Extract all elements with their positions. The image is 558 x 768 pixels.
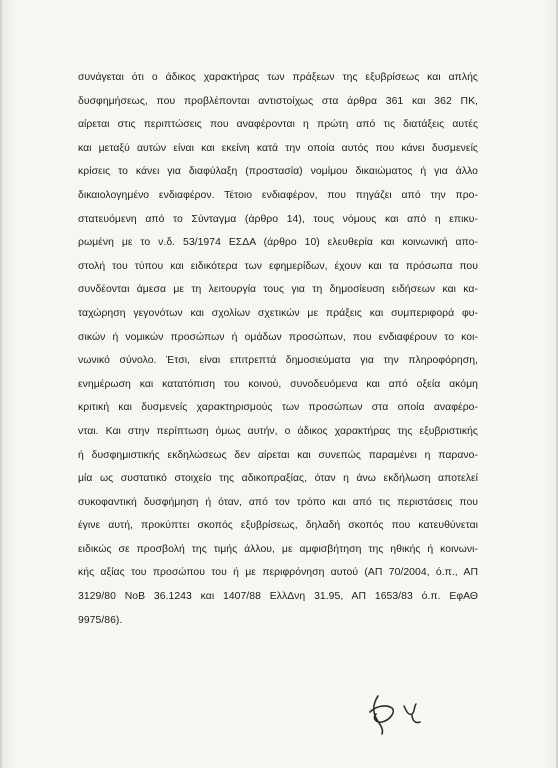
text-line: 9975/86).	[78, 614, 123, 626]
left-scan-edge	[0, 0, 2, 768]
text-line: μία ως συστατικό στοιχείο της αδικοπραξίας, όταν η άνω εκδήλωση αποτελεί	[78, 473, 478, 485]
text-line: ενημέρωση και κατατόπιση του κοινού, συνοδευόμενα και από οξεία ακόμη	[78, 378, 478, 390]
text-line: έγινε αυτή, προκύπτει σκοπός εξυβρίσεως, δηλαδή σκοπός που κατευθύνεται	[78, 520, 478, 532]
text-line: και μεταξύ αυτών είναι και εκείνη κατά την οποία αυτός που κάνει δυσμενείς	[78, 142, 478, 154]
text-line: συνδέονται άμεσα με τη λειτουργία τους για τη δημοσίευση ειδήσεων και κα-	[78, 284, 478, 296]
text-line: νωνικό σύνολο. Έτσι, είναι επιτρεπτά δημοσιεύματα για την πληροφόρηση,	[78, 355, 478, 367]
text-line: κρίσεις το κάνει για διαφύλαξη (προστασία) νομίμου δικαιώματος ή για άλλο	[78, 166, 478, 178]
text-line: συκοφαντική δυσφήμηση ή όταν, από τον τρόπο και από τις περιστάσεις που	[78, 496, 478, 508]
text-line: δυσφημήσεως, που προβλέπονται αντιστοίχως στα άρθρα 361 και 362 ΠΚ,	[78, 95, 478, 107]
text-line: 3129/80 ΝοΒ 36.1243 και 1407/88 ΕλλΔνη 31.95, ΑΠ 1653/83 ό.π. ΕφΑΘ	[78, 591, 478, 603]
text-line: κριτική και δυσμενείς χαρακτηρισμούς των προσώπων στα οποία αναφέρο-	[78, 402, 478, 414]
text-line: συνάγεται ότι ο άδικος χαρακτήρας των πράξεων της εξυβρίσεως και απλής	[78, 72, 478, 83]
text-line: στολή του τύπου και ειδικότερα των εφημερίδων, έχουν και τα πρόσωπα που	[78, 260, 478, 272]
text-line: στατευόμενη από το Σύνταγμα (άρθρο 14), τους νόμους και από η επικυ-	[78, 213, 478, 225]
text-line: αίρεται στις περιπτώσεις που αναφέρονται η πρώτη από τις διατάξεις αυτές	[78, 119, 478, 131]
text-line: ταχώρηση γεγονότων και σχολίων σχετικών με πράξεις και συμπεριφορά φυ-	[78, 307, 478, 319]
body-text	[78, 66, 478, 632]
text-line: ειδικώς σε προσβολή της τιμής άλλου, με αμφισβήτηση της ηθικής ή κοινωνι-	[78, 543, 478, 555]
text-line: ρωμένη με το ν.δ. 53/1974 ΕΣΔΑ (άρθρο 10) ελευθερία και κοινωνική απο-	[78, 237, 478, 249]
handwritten-signature	[360, 688, 440, 738]
text-line: νται. Και στην περίπτωση όμως αυτήν, ο άδικος χαρακτήρας της εξυβριστικής	[78, 425, 478, 437]
text-line: δικαιολογημένο ενδιαφέρον. Τέτοιο ενδιαφέρον, που πηγάζει από την προ-	[78, 189, 478, 201]
text-line: ή δυσφημιστικής εκδηλώσεως δεν αίρεται και συνεπώς παραμένει η παρανο-	[78, 449, 478, 461]
text-line: κής αξίας του προσώπου του ή με περιφρόνηση αυτού (ΑΠ 70/2004, ό.π., ΑΠ	[78, 567, 478, 579]
text-line: σικών ή νομικών προσώπων ή ομάδων προσώπων, που ενδιαφέρουν το κοι-	[78, 331, 478, 343]
